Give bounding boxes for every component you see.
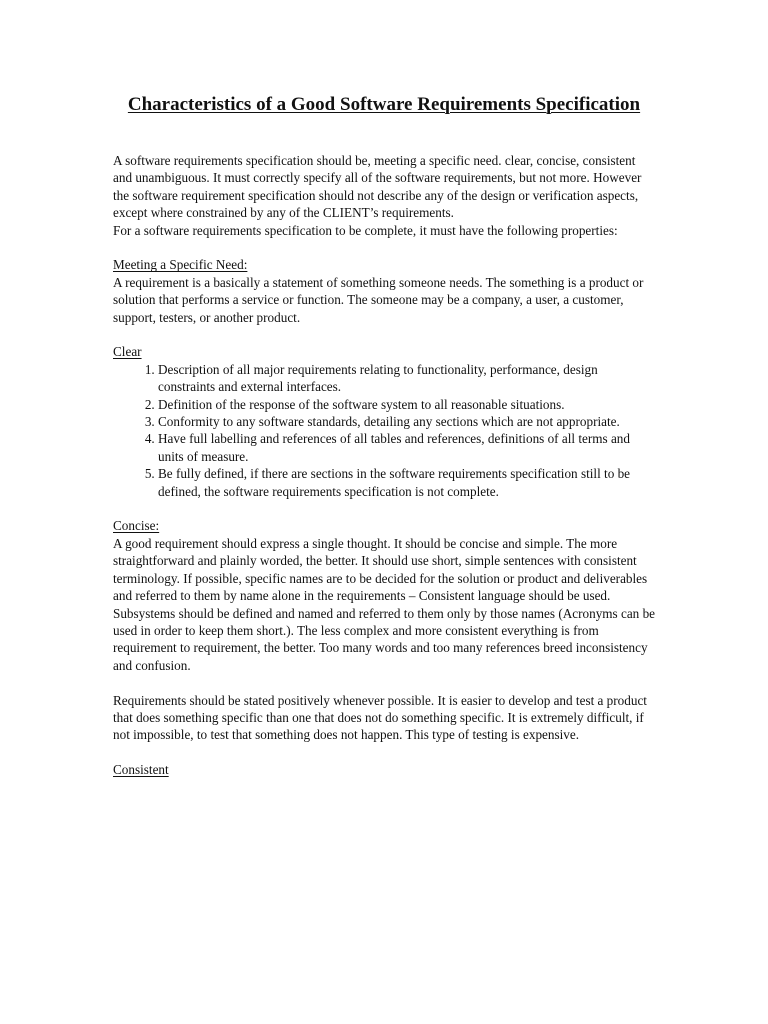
paragraph-spacer [113,239,655,256]
section-heading: Clear [113,344,142,360]
list-item: 1. Description of all major requirements relating to functionality, performance, design constraints and external interfaces. [158,361,655,396]
section-specific-need [113,256,655,273]
list-item: 3. Conformity to any software standards, detailing any sections which are not appropriate. [158,413,655,430]
section-heading: Concise: [113,518,160,534]
section-clear [113,343,655,360]
paragraph-spacer [113,500,655,517]
section-body: A good requirement should express a single thought. It should be concise and simple. The more straightforward and plainly worded, the better. It should use short, simple sentences with consistent terminology. If possible, specific names are to be decided for the solution or product and deliverables and referred to them by name alone in the requirements – Consistent language should be used. Subsystems should be defined and named and referred to them only by those names (Acronyms can be used in order to keep them short.). The less complex and more consistent everything is from requirement to requirement, the better. Too many words and too many references breed inconsistency and confusion. [113,535,656,673]
section-body: Requirements should be stated positively whenever possible. It is easier to develop and test a product that does something specific than one that does not do something specific. It is extremely difficult, if not impossible, to test that something does not happen. This type of testing is expensive. [113,692,647,743]
section-heading: Consistent [113,762,169,778]
paragraph-spacer [113,674,655,691]
paragraph-spacer [113,326,655,343]
section-concise [113,517,655,534]
paragraph-spacer [113,744,655,761]
intro-paragraph: For a software requirements specification to be complete, it must have the following properties: [113,222,618,238]
section-heading: Meeting a Specific Need: [113,257,248,273]
clear-requirements-list [113,361,655,500]
intro-paragraph: A software requirements specification should be, meeting a specific need. clear, concise, consistent and unambiguous. It must correctly specify all of the software requirements, but not more. However the software requirement specification should not describe any of the design or verification aspects, except where constrained by any of the CLIENT’s requirements. [113,153,642,221]
list-item: 2. Definition of the response of the software system to all reasonable situations. [158,396,655,413]
list-item: 4. Have full labelling and references of all tables and references, definitions of all terms and units of measure. [158,430,655,465]
section-consistent [113,761,655,778]
document-title: Characteristics of a Good Software Requirements Specification [127,94,641,115]
list-item: 5. Be fully defined, if there are sections in the software requirements specification still to be defined, the software requirements specification is not complete. [158,465,655,500]
section-body: A requirement is a basically a statement of something someone needs. The something is a product or solution that performs a service or function. The someone may be a company, a user, a customer, support, testers, or another product. [113,274,644,325]
